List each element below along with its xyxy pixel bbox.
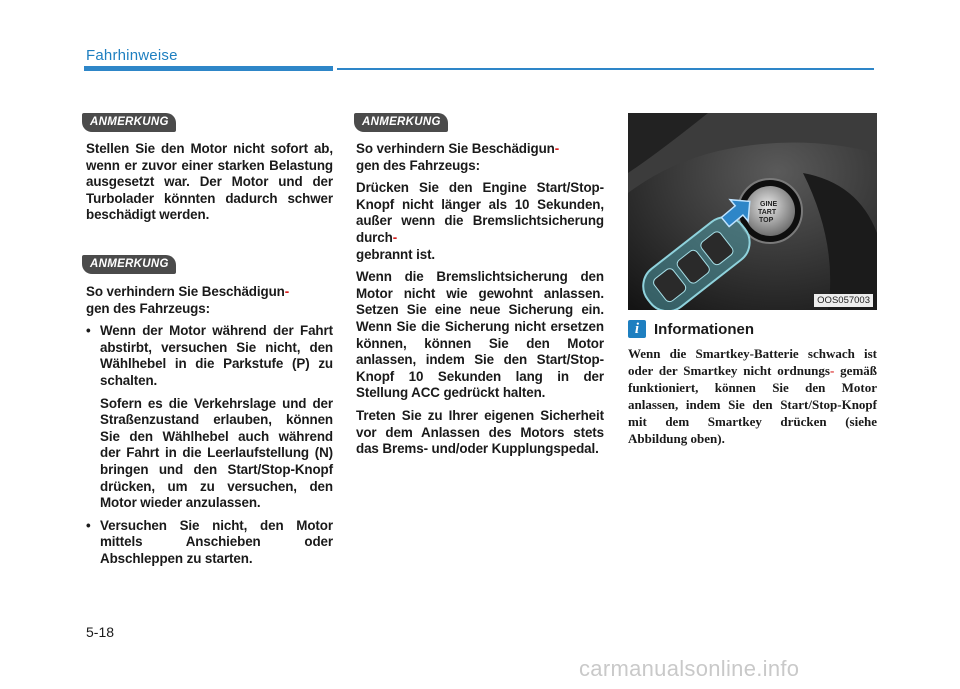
info-icon: i <box>628 320 646 338</box>
section-title: Fahrhinweise <box>86 47 178 64</box>
list-item: • Wenn der Motor während der Fahrt abstirbt, versuchen Sie nicht, den Wählhebel in die Parkstufe (P) zu schalten. Sofern es die Verkehrslage und der Straßenzustand erlauben, können Sie den Wählhebel auch während der Fahrt in die Leerlaufstellung (N) bringen und den Start/Stop-Knopf drücken, um zu versuchen, den Motor wieder anzulassen. <box>86 323 333 512</box>
note-badge: ANMERKUNG <box>82 113 176 132</box>
header-rule-thin <box>337 68 874 70</box>
note2-list <box>86 323 333 567</box>
info-header <box>628 319 754 339</box>
list-item: • Versuchen Sie nicht, den Motor mittels Anschieben oder Abschleppen zu starten. <box>86 518 333 568</box>
info-title: Informationen <box>654 320 754 338</box>
info-paragraph: Wenn die Smartkey-Batterie schwach ist oder der Smartkey nicht ordnungs- gemäß funktioniert, können Sie den Motor anlassen, indem Sie den Start/Stop-Knopf mit dem Smartkey drücken (siehe Abbildung oben). <box>628 346 878 446</box>
button-text-2: TART <box>758 209 777 216</box>
note-badge-3: ANMERKUNG <box>354 113 448 132</box>
note-text-engine-shutoff <box>86 141 333 230</box>
note-badge-2: ANMERKUNG <box>82 255 176 274</box>
smartkey-illustration <box>628 113 877 310</box>
image-code: OOS057003 <box>814 294 873 307</box>
note3-intro: So verhindern Sie Beschädigun- gen des Fahrzeugs: <box>356 141 560 173</box>
note2-body <box>86 284 333 574</box>
note3-paragraph-3: Treten Sie zu Ihrer eigenen Sicherheit vor dem Anlassen des Motors stets das Brems- und/oder Kupplungspedal. <box>356 407 604 457</box>
start-button-photo <box>628 113 877 310</box>
header-rule-thick <box>84 66 333 71</box>
note3-paragraph-1: Drücken Sie den Engine Start/Stop-Knopf nicht länger als 10 Sekunden, außer wenn die Bremslichtsicherung durch- gebrannt ist. <box>356 180 604 262</box>
note2-intro: So verhindern Sie Beschädigun- gen des Fahrzeugs: <box>86 284 290 316</box>
page-number: 5-18 <box>86 624 115 640</box>
note1-paragraph: Stellen Sie den Motor nicht sofort ab, wenn er zuvor einer starken Belastung ausgesetzt war. Der Motor und der Turbolader könnten dadurch schwer beschädigt werden. <box>86 141 333 223</box>
watermark: carmanualsonline.info <box>579 656 800 681</box>
button-text-1: GINE <box>760 201 778 208</box>
note3-body <box>356 141 604 464</box>
note3-paragraph-2: Wenn die Bremslichtsicherung den Motor nicht wie gewohnt anlassen. Setzen Sie eine neue Sicherung ein. Wenn Sie die Sicherung nicht ersetzen können, können Sie den Motor anlassen, indem Sie den Start/Stop-Knopf 10 Sekunden lang in der Stellung ACC gedrückt halten. <box>356 269 604 401</box>
button-text-3: TOP <box>759 217 774 224</box>
